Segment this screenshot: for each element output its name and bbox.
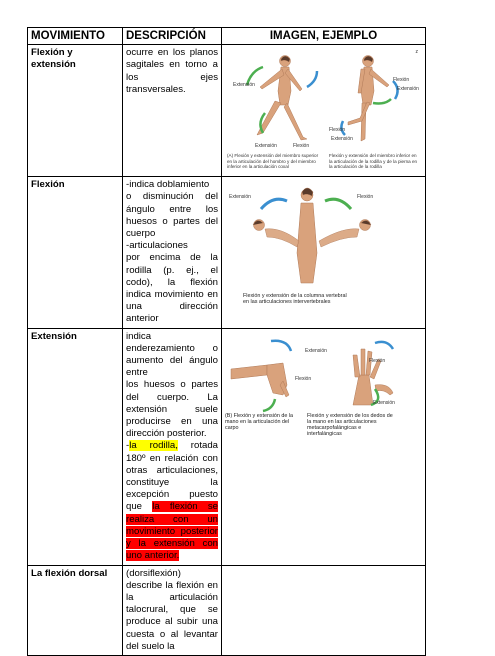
- caption-right: Flexión y extensión del miembro inferior en la articulación de la rodilla y de la pierna en la articulación de la rodilla: [329, 153, 418, 170]
- spine-figure-illustration: [225, 179, 422, 287]
- row-description: [123, 177, 222, 328]
- row-movement-name: Flexión: [28, 177, 123, 328]
- desc-part: [126, 440, 218, 562]
- row-movement-name: La flexión dorsal: [28, 565, 123, 655]
- desc-line: -articulaciones: [126, 240, 188, 252]
- desc-line: por encima de la rodilla (p. ej., el codo), la flexión indica movimiento en una dirección anterior: [126, 252, 218, 325]
- label-flexion: Flexión: [357, 194, 374, 201]
- row-movement-name: Extensión: [28, 328, 123, 565]
- row-image-cell-empty: [222, 565, 426, 655]
- row-image-cell: [222, 45, 426, 177]
- desc-dash: -: [126, 440, 130, 452]
- desc-part: indica enderezamiento o aumento del ángulo entre: [126, 330, 218, 379]
- label-flexion: Flexión: [295, 375, 312, 382]
- highlight-red: la flexión se realiza con un movimiento posterior y la extensión con uno anterior.: [126, 501, 218, 562]
- label-extension: Extensión: [305, 347, 327, 354]
- table-row: [28, 328, 426, 565]
- header-movimiento: MOVIMIENTO: [28, 28, 123, 45]
- figure-flexion-extension-limbs: [225, 47, 422, 172]
- row-description: (dorsiflexión) describe la flexión en la articulación talocrural, que se produce al subir una cuesta o al levantar del suelo la: [123, 565, 222, 655]
- label-extension-right-bottom: Extensión: [331, 136, 353, 143]
- row-image-cell: [222, 177, 426, 328]
- figure-hand-flexion: [225, 331, 422, 451]
- label-extension: Extensión: [229, 194, 251, 201]
- figure-spine-flexion: [225, 179, 422, 317]
- caption-spine: Flexión y extensión de la columna vertebral en las articulaciones intervertebrales: [243, 293, 347, 306]
- label-flexion-left: Flexión: [293, 143, 310, 150]
- table-row: [28, 177, 426, 328]
- row-description: ocurre en los planos sagitales en torno a los ejes transversales.: [123, 45, 222, 177]
- table-row: [28, 565, 426, 655]
- label-flexion-right-top: Flexión: [393, 77, 410, 84]
- highlight-yellow: la rodilla,: [129, 440, 178, 452]
- label-flexion-right-bottom: Flexión: [329, 127, 346, 134]
- row-movement-name: Flexión y extensión: [28, 45, 123, 177]
- row-image-cell: [222, 328, 426, 565]
- label-flexion-2: Flexión: [369, 357, 386, 364]
- caption-fingers: Flexión y extensión de los dedos de la mano en las articulaciones metacarpofalángicas e interfalángicas: [307, 412, 393, 438]
- header-descripcion: DESCRIPCIÓN: [123, 28, 222, 45]
- movements-table: [27, 27, 426, 656]
- label-extension-2: Extensión: [373, 399, 395, 406]
- label-extension-left: Extensión: [233, 82, 255, 89]
- row-description: [123, 328, 222, 565]
- table-row: [28, 45, 426, 177]
- header-imagen: IMAGEN, EJEMPLO: [222, 28, 426, 45]
- caption-wrist: (B) Flexión y extensión de la mano en la articulación del carpo: [225, 412, 294, 432]
- figure-corner-mark: z: [415, 49, 418, 56]
- desc-text: rotada 180º en relación con otras articulaciones, constituye la excepción puesto que: [126, 440, 218, 513]
- label-extension-right: Extensión: [397, 86, 419, 93]
- desc-line: -indica doblamiento: [126, 179, 210, 191]
- label-extension-bottom: Extensión: [255, 143, 277, 150]
- desc-part: los huesos o partes del cuerpo. La extensión suele producirse en una dirección posterior.: [126, 379, 218, 440]
- table-header-row: [28, 28, 426, 45]
- body-figures-illustration: [225, 47, 422, 152]
- desc-line: o disminución del ángulo entre los huesos o partes del cuerpo: [126, 191, 218, 240]
- caption-left: (A) Flexión y extensión del miembro superior en la articulación del hombro y del miembro inferior en la articulación coxal: [227, 153, 319, 170]
